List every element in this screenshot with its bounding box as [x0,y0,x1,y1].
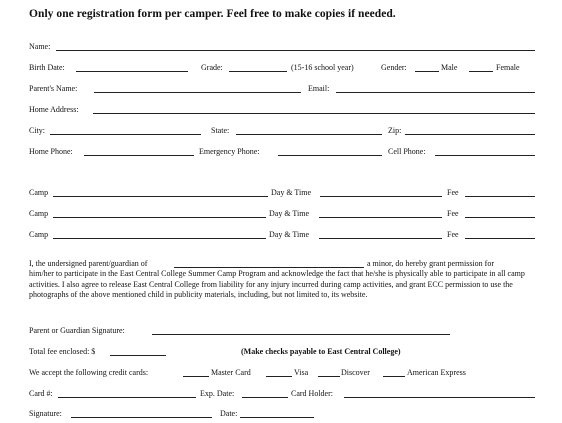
discover-label: Discover [341,368,370,377]
fee-enclosed-label: Total fee enclosed: $ [29,347,96,356]
signature-label: Signature: [29,409,62,418]
minor-name-field[interactable] [174,267,364,268]
name-label: Name: [29,42,51,51]
email-field[interactable] [336,92,535,93]
birth-date-label: Birth Date: [29,63,65,72]
day-time-label: Day & Time [271,188,312,197]
fee-label: Fee [447,230,459,239]
city-field[interactable] [50,134,201,135]
permission-body: him/her to participate in the East Central College Summer Camp Program and acknowledge the fact that he/she is physically able to participate in all camp activities. I also agree to release East Central College from liability for any injury incurred during camp activities, and grant ECC permission to use the photographs of the above mentioned child in publicity materials, including, but not limited to, its website. [29,269,525,299]
permission-start: I, the undersigned parent/guardian of [29,259,148,268]
parent-name-label: Parent's Name: [29,84,78,93]
home-phone-label: Home Phone: [29,147,73,156]
emergency-phone-field[interactable] [278,155,382,156]
fee-label: Fee [447,209,459,218]
female-field[interactable] [469,71,493,72]
name-field[interactable] [56,50,535,51]
american-express-checkbox[interactable] [383,376,405,377]
cell-phone-label: Cell Phone: [388,147,426,156]
male-field[interactable] [415,71,439,72]
email-label: Email: [308,84,330,93]
date-label: Date: [220,409,238,418]
home-phone-field[interactable] [84,155,194,156]
grade-label: Grade: [201,63,223,72]
state-label: State: [211,126,230,135]
signature-field[interactable] [71,417,212,418]
visa-checkbox[interactable] [266,376,292,377]
permission-first-line-end: a minor, do hereby grant permission for [367,259,494,268]
female-label: Female [496,63,520,72]
emergency-phone-label: Emergency Phone: [199,147,260,156]
day-time-field[interactable] [319,217,442,218]
day-time-field[interactable] [320,196,442,197]
cell-phone-field[interactable] [435,155,535,156]
zip-field[interactable] [405,134,535,135]
guardian-signature-label: Parent or Guardian Signature: [29,326,125,335]
day-time-label: Day & Time [269,230,310,239]
form-title: Only one registration form per camper. Feel free to make copies if needed. [29,8,396,20]
camp-label: Camp [29,209,49,218]
card-number-field[interactable] [58,397,196,398]
fee-field[interactable] [465,217,535,218]
birth-date-field[interactable] [76,71,188,72]
discover-checkbox[interactable] [318,376,340,377]
zip-label: Zip: [388,126,402,135]
camp-field[interactable] [53,217,266,218]
city-label: City: [29,126,46,135]
gender-label: Gender: [381,63,407,72]
state-field[interactable] [236,134,382,135]
credit-cards-label: We accept the following credit cards: [29,368,149,377]
exp-date-label: Exp. Date: [200,389,235,398]
fee-label: Fee [447,188,459,197]
american-express-label: American Express [407,368,466,377]
home-address-field[interactable] [93,113,535,114]
date-field[interactable] [240,417,314,418]
camp-label: Camp [29,188,49,197]
home-address-label: Home Address: [29,105,79,114]
exp-date-field[interactable] [242,397,288,398]
grade-field[interactable] [229,71,287,72]
parent-name-field[interactable] [94,92,301,93]
guardian-signature-field[interactable] [152,334,450,335]
master-card-label: Master Card [211,368,251,377]
card-holder-field[interactable] [344,397,535,398]
card-number-label: Card #: [29,389,53,398]
fee-field[interactable] [465,238,535,239]
camp-field[interactable] [53,196,268,197]
fee-enclosed-field[interactable] [110,355,166,356]
day-time-label: Day & Time [269,209,310,218]
camp-field[interactable] [53,238,266,239]
card-holder-label: Card Holder: [291,389,333,398]
male-label: Male [441,63,458,72]
fee-field[interactable] [465,196,535,197]
school-year-label: (15-16 school year) [291,63,354,72]
day-time-field[interactable] [319,238,442,239]
checks-note: (Make checks payable to East Central College) [241,347,401,356]
camp-label: Camp [29,230,49,239]
visa-label: Visa [294,368,309,377]
master-card-checkbox[interactable] [183,376,209,377]
